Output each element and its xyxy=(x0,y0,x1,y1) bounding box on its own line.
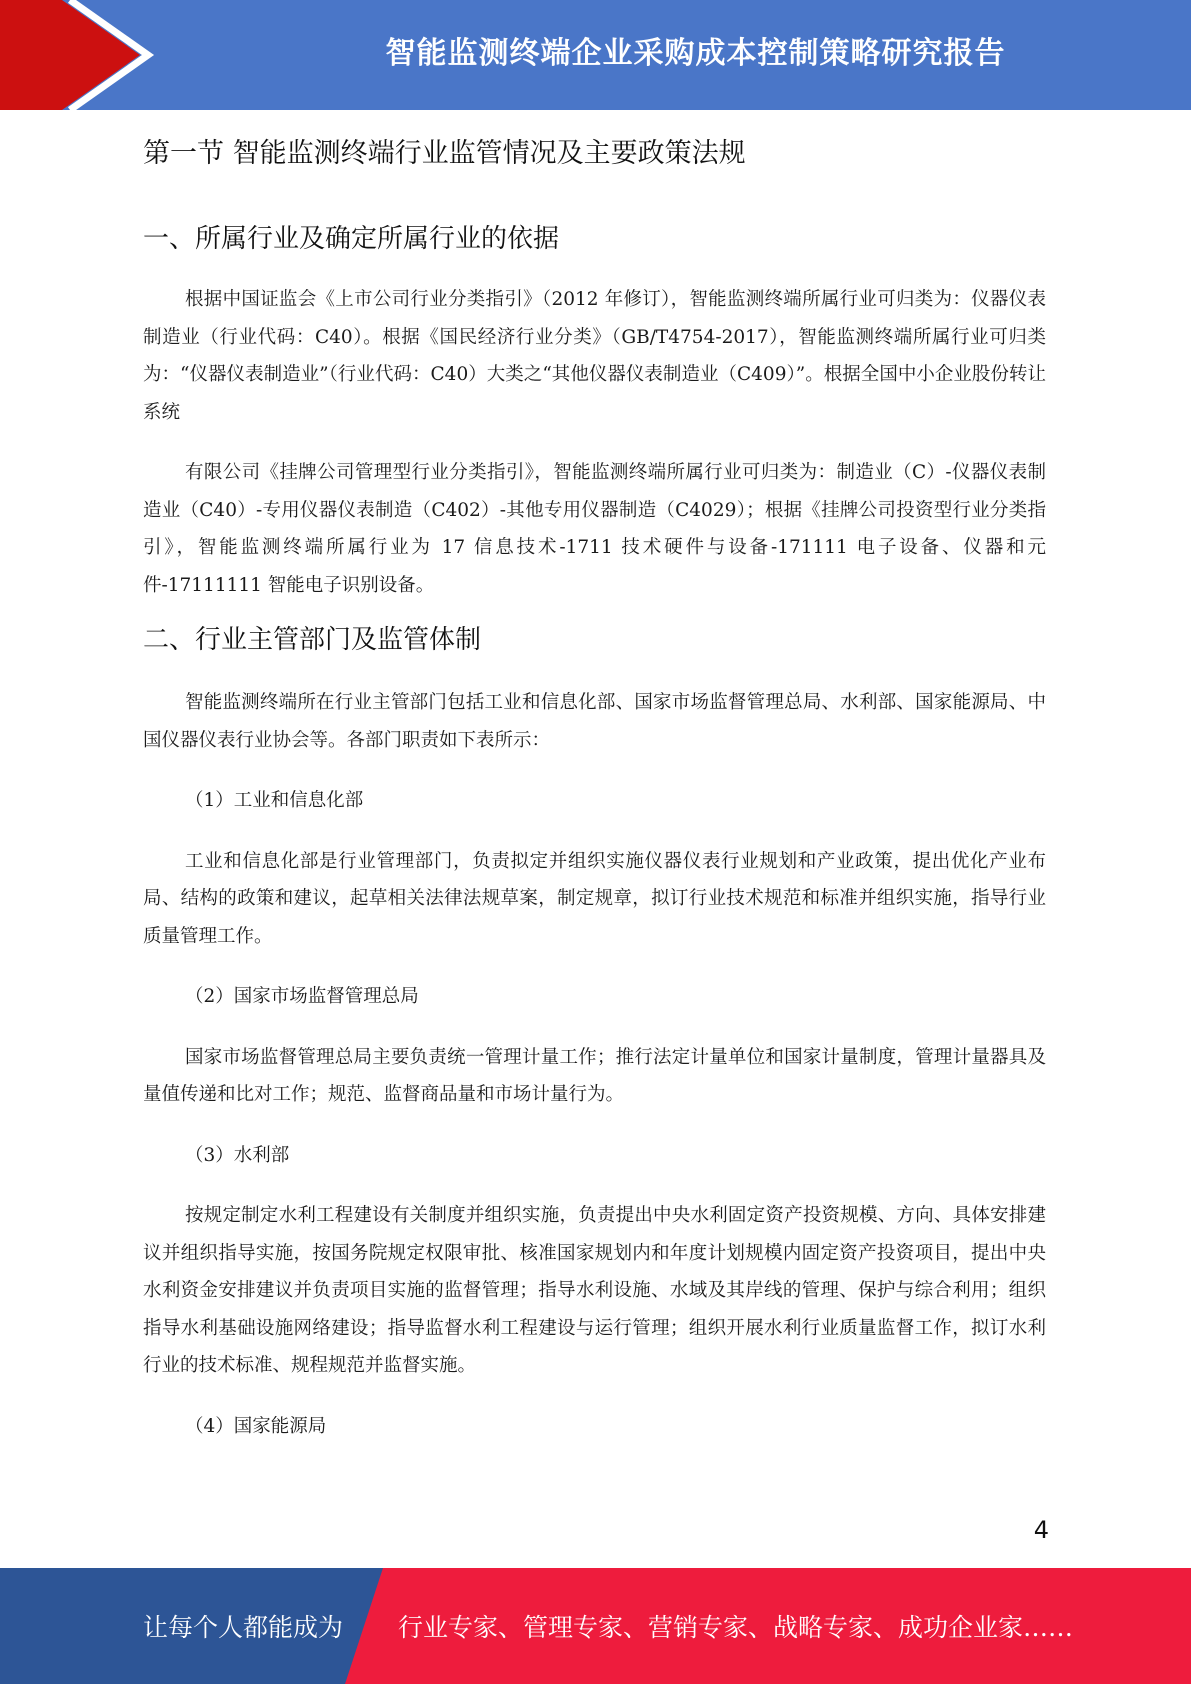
document-body xyxy=(143,120,1046,1445)
heading-part1: 一、所属行业及确定所属行业的依据 xyxy=(143,224,560,254)
paragraph: 工业和信息化部是行业管理部门，负责拟定并组织实施仪器仪表行业规划和产业政策，提出优化产业布局、结构的政策和建议，起草相关法律法规草案，制定规章，拟订行业技术规范和标准并组织实施，指导行业质量管理工作。 xyxy=(143,850,1046,947)
report-title: 智能监测终端企业采购成本控制策略研究报告 xyxy=(385,36,1006,71)
section-title: 第一节 智能监测终端行业监管情况及主要政策法规 xyxy=(143,138,746,169)
paragraph: 国家市场监督管理总局主要负责统一管理计量工作；推行法定计量单位和国家计量制度，管理计量器具及量值传递和比对工作；规范、监督商品量和市场计量行为。 xyxy=(143,1046,1046,1105)
paragraph: 按规定制定水利工程建设有关制度并组织实施，负责提出中央水利固定资产投资规模、方向、具体安排建议并组织指导实施，按国务院规定权限审批、核准国家规划内和年度计划规模内固定资产投资项目，提出中央水利资金安排建议并负责项目实施的监督管理；指导水利设施、水域及其岸线的管理、保护与综合利用；组织指导水利基础设施网络建设；指导监督水利工程建设与运行管理；组织开展水利行业质量监督工作，拟订水利行业的技术标准、规程规范并监督实施。 xyxy=(143,1205,1046,1376)
header-arrow-decoration xyxy=(0,0,200,110)
subheading-item: （2）国家市场监督管理总局 xyxy=(185,986,419,1007)
subheading-item: （1）工业和信息化部 xyxy=(185,790,364,811)
page-header xyxy=(0,0,1191,110)
footer-slogan-left: 让每个人都能成为 xyxy=(143,1613,344,1642)
page-footer xyxy=(0,1568,1191,1684)
subheading-item: （3）水利部 xyxy=(185,1144,290,1166)
subheading-item: （4）国家能源局 xyxy=(185,1415,327,1437)
footer-slogan-right: 行业专家、管理专家、营销专家、战略专家、成功企业家…… xyxy=(398,1613,1074,1642)
paragraph: 有限公司《挂牌公司管理型行业分类指引》，智能监测终端所属行业可归类为：制造业（C）-仪器仪表制造业（C40）-专用仪器仪表制造（C402）-其他专用仪器制造（C4029）；根据《挂牌公司投资型行业分类指引》，智能监测终端所属行业为 17 信息技术-1711 技术硬件与设备-171111 电子设备、仪器和元件-17111111 智能电子识别设备。 xyxy=(143,462,1046,596)
heading-part2: 二、行业主管部门及监管体制 xyxy=(143,625,482,655)
paragraph: 根据中国证监会《上市公司行业分类指引》（2012 年修订），智能监测终端所属行业可归类为：仪器仪表制造业（行业代码：C40）。根据《国民经济行业分类》（GB/T4754-2017），智能监测终端所属行业可归类为：“仪器仪表制造业”（行业代码：C40）大类之“其他仪器仪表制造业（C409）”。根据全国中小企业股份转让系统 xyxy=(143,289,1046,423)
page-number: 4 xyxy=(1033,1516,1049,1544)
paragraph: 智能监测终端所在行业主管部门包括工业和信息化部、国家市场监督管理总局、水利部、国家能源局、中国仪器仪表行业协会等。各部门职责如下表所示： xyxy=(143,692,1046,751)
